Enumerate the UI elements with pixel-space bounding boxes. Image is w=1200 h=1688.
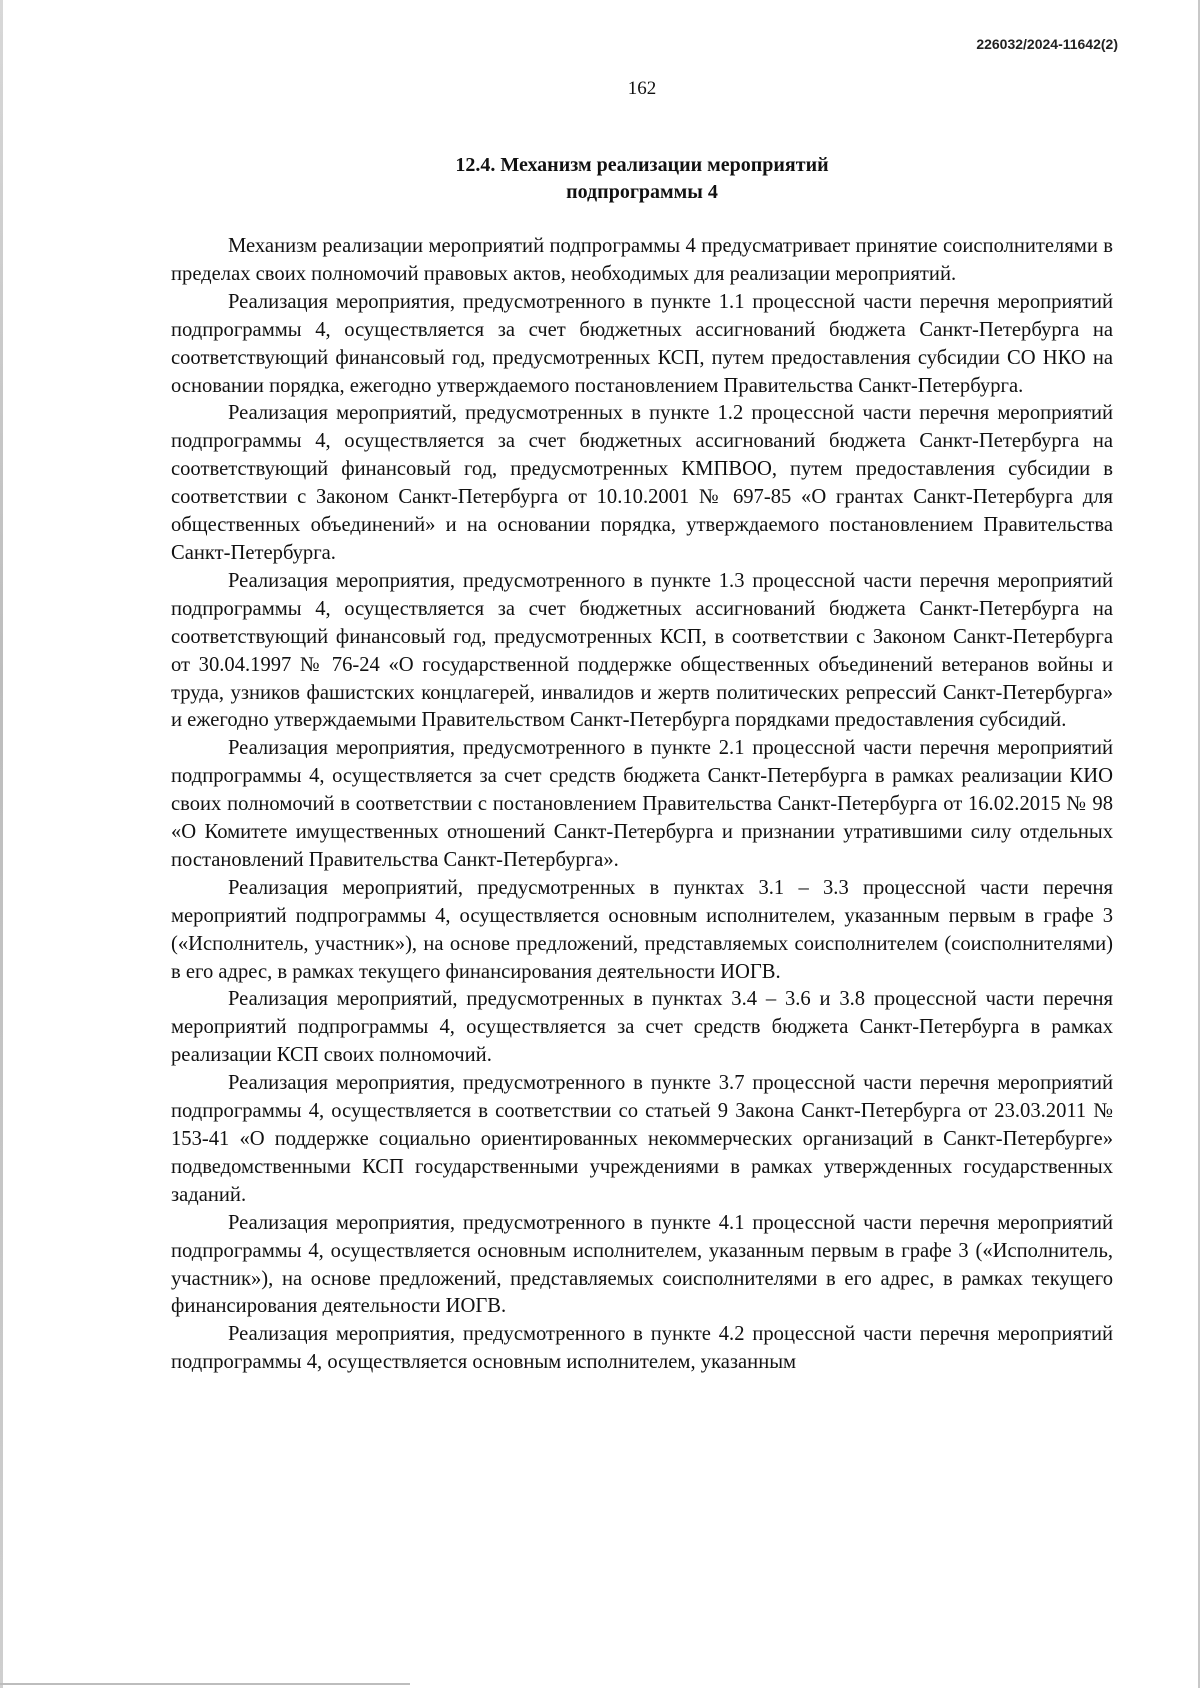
- paragraph: Реализация мероприятия, предусмотренного в пункте 3.7 процессной части перечня мероприятий подпрограммы 4, осуществляется в соответствии со статьей 9 Закона Санкт-Петербурга от 23.03.2011 № 153-41 «О поддержке социально ориентированных некоммерческих организаций в Санкт-Петербурге» подведомственными КСП государственными учреждениями в рамках утвержденных государственных заданий.: [171, 1072, 1113, 1206]
- paragraph: Реализация мероприятий, предусмотренных в пунктах 3.4 – 3.6 и 3.8 процессной части перечня мероприятий подпрограммы 4, осуществляется за счет средств бюджета Санкт-Петербурга в рамках реализации КСП своих полномочий.: [171, 988, 1113, 1067]
- section-title: [0, 152, 1200, 206]
- page-number: 162: [627, 78, 657, 99]
- paragraph: Реализация мероприятия, предусмотренного в пункте 1.3 процессной части перечня мероприятий подпрограммы 4, осуществляется за счет бюджетных ассигнований бюджета Санкт-Петербурга на соответствующий финансовый год, предусмотренных КСП, в соответствии с Законом Санкт-Петербурга от 30.04.1997 № 76-24 «О государственной поддержке общественных объединений ветеранов войны и труда, узников фашистских концлагерей, инвалидов и жертв политических репрессий Санкт-Петербурга» и ежегодно утверждаемыми Правительством Санкт-Петербурга порядками предоставления субсидий.: [171, 569, 1113, 732]
- paragraph: Реализация мероприятия, предусмотренного в пункте 1.1 процессной части перечня мероприятий подпрограммы 4, осуществляется за счет бюджетных ассигнований бюджета Санкт-Петербурга на соответствующий финансовый год, предусмотренных КСП, путем предоставления субсидии СО НКО на основании порядка, ежегодно утверждаемого постановлением Правительства Санкт-Петербурга.: [171, 290, 1113, 397]
- paragraph: Реализация мероприятий, предусмотренных в пунктах 3.1 – 3.3 процессной части перечня мероприятий подпрограммы 4, осуществляется основным исполнителем, указанным первым в графе 3 («Исполнитель, участник»), на основе предложений, представляемых соисполнителем (соисполнителями) в его адрес, в рамках текущего финансирования деятельности ИОГВ.: [171, 876, 1113, 983]
- scan-left-edge: [0, 0, 3, 1688]
- paragraph: Реализация мероприятия, предусмотренного в пункте 2.1 процессной части перечня мероприятий подпрограммы 4, осуществляется за счет средств бюджета Санкт-Петербурга в рамках реализации КИО своих полномочий в соответствии с постановлением Правительства Санкт-Петербурга от 16.02.2015 № 98 «О Комитете имущественных отношений Санкт-Петербурга и признании утратившими силу отдельных постановлений Правительства Санкт-Петербурга».: [171, 737, 1113, 871]
- document-id: 226032/2024-11642(2): [976, 36, 1118, 52]
- paragraph: Механизм реализации мероприятий подпрограммы 4 предусматривает принятие соисполнителями в пределах своих полномочий правовых актов, необходимых для реализации мероприятий.: [171, 235, 1113, 285]
- section-title-line-1: 12.4. Механизм реализации мероприятий: [455, 154, 829, 176]
- scan-bottom-line: [0, 1683, 410, 1685]
- paragraph: Реализация мероприятия, предусмотренного в пункте 4.1 процессной части перечня мероприятий подпрограммы 4, осуществляется основным исполнителем, указанным первым в графе 3 («Исполнитель, участник»), на основе предложений, представляемых соисполнителями в его адрес, в рамках текущего финансирования деятельности ИОГВ.: [171, 1211, 1113, 1318]
- body-text: [171, 233, 1113, 1377]
- paragraph: Реализация мероприятий, предусмотренных в пункте 1.2 процессной части перечня мероприятий подпрограммы 4, осуществляется за счет бюджетных ассигнований бюджета Санкт-Петербурга на соответствующий финансовый год, предусмотренных КМПВОО, путем предоставления субсидии в соответствии с Законом Санкт-Петербурга от 10.10.2001 № 697-85 «О грантах Санкт-Петербурга для общественных объединений» и на основании порядка, утверждаемого постановлением Правительства Санкт-Петербурга.: [171, 402, 1113, 564]
- paragraph: Реализация мероприятия, предусмотренного в пункте 4.2 процессной части перечня мероприятий подпрограммы 4, осуществляется основным исполнителем, указанным: [171, 1323, 1113, 1374]
- section-title-line-2: подпрограммы 4: [566, 181, 718, 203]
